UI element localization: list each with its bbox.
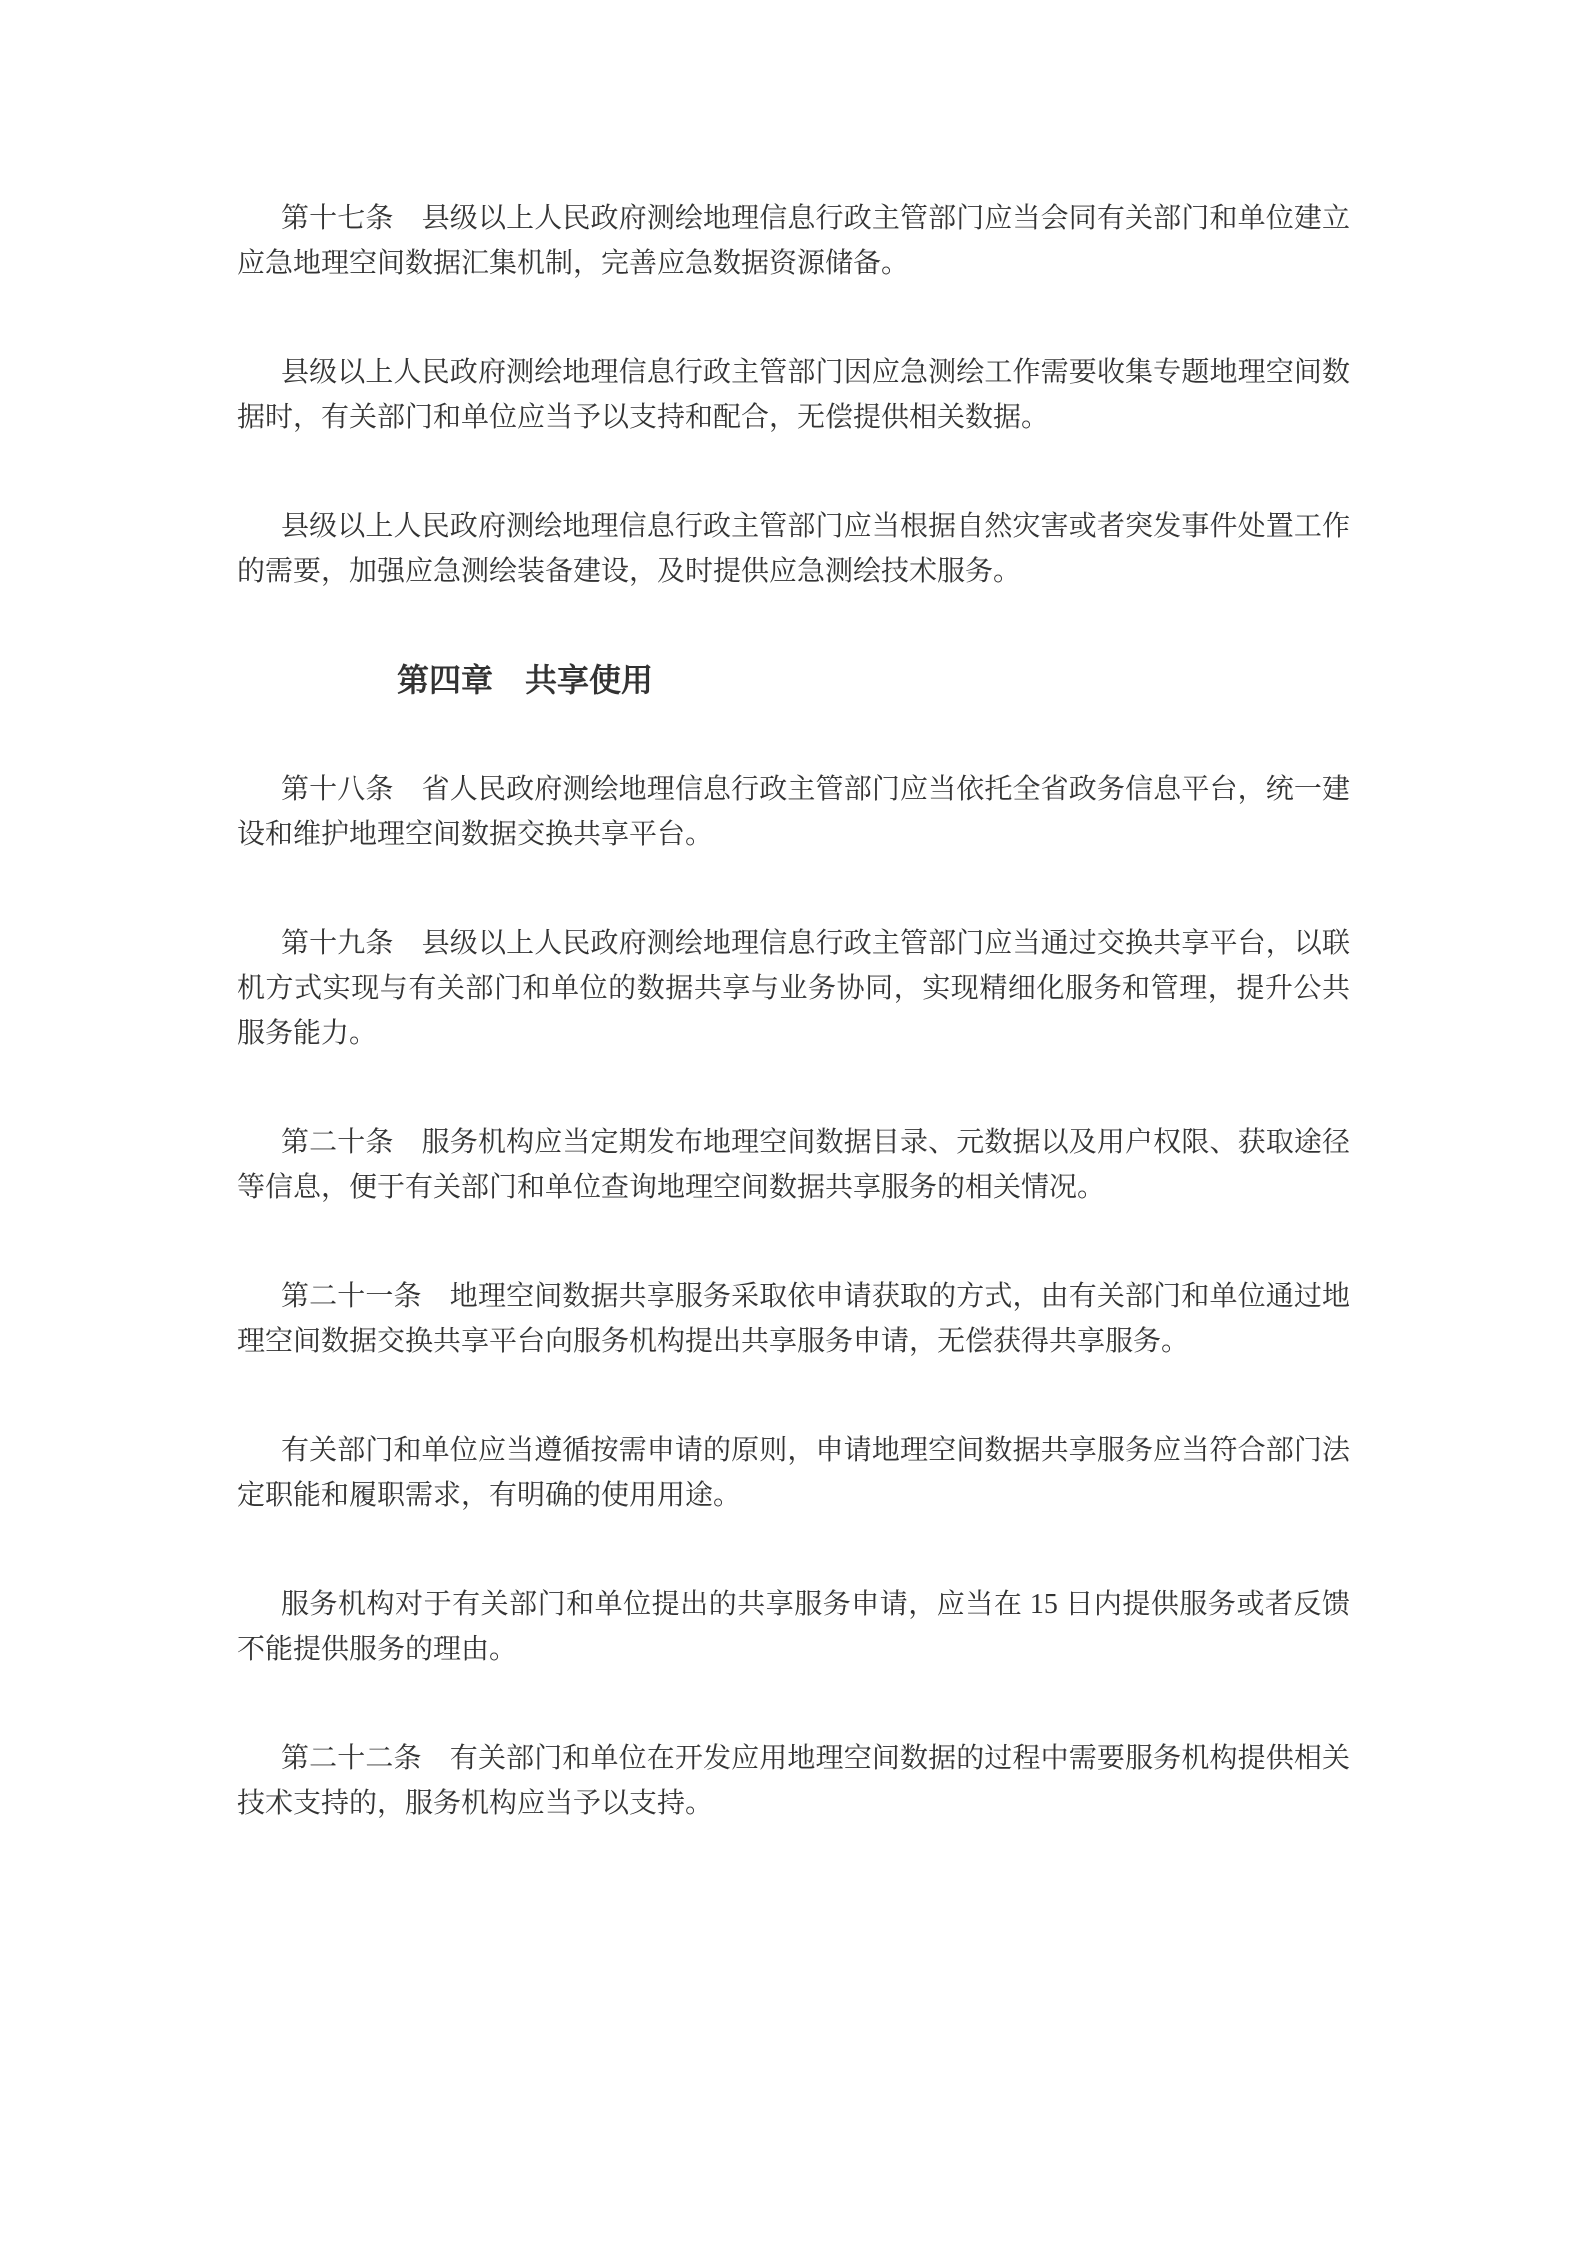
body-paragraph: 县级以上人民政府测绘地理信息行政主管部门因应急测绘工作需要收集专题地理空间数据时，有关部门和单位应当予以支持和配合，无偿提供相关数据。 xyxy=(237,357,1350,433)
body-paragraph: 第二十二条 有关部门和单位在开发应用地理空间数据的过程中需要服务机构提供相关技术支持的，服务机构应当予以支持。 xyxy=(237,1743,1350,1819)
body-paragraph: 第十七条 县级以上人民政府测绘地理信息行政主管部门应当会同有关部门和单位建立应急地理空间数据汇集机制，完善应急数据资源储备。 xyxy=(237,203,1350,279)
body-paragraph: 第二十一条 地理空间数据共享服务采取依申请获取的方式，由有关部门和单位通过地理空间数据交换共享平台向服务机构提出共享服务申请，无偿获得共享服务。 xyxy=(237,1281,1350,1357)
body-paragraph: 有关部门和单位应当遵循按需申请的原则，申请地理空间数据共享服务应当符合部门法定职能和履职需求，有明确的使用用途。 xyxy=(237,1435,1350,1511)
body-paragraph: 服务机构对于有关部门和单位提出的共享服务申请，应当在 15 日内提供服务或者反馈不能提供服务的理由。 xyxy=(237,1589,1350,1665)
body-paragraph: 第十九条 县级以上人民政府测绘地理信息行政主管部门应当通过交换共享平台，以联机方式实现与有关部门和单位的数据共享与业务协同，实现精细化服务和管理，提升公共服务能力。 xyxy=(237,928,1350,1049)
document-body xyxy=(237,196,1350,1826)
body-paragraph: 县级以上人民政府测绘地理信息行政主管部门应当根据自然灾害或者突发事件处置工作的需要，加强应急测绘装备建设，及时提供应急测绘技术服务。 xyxy=(237,511,1350,587)
body-paragraph: 第二十条 服务机构应当定期发布地理空间数据目录、元数据以及用户权限、获取途径等信息，便于有关部门和单位查询地理空间数据共享服务的相关情况。 xyxy=(237,1127,1350,1203)
body-paragraph: 第十八条 省人民政府测绘地理信息行政主管部门应当依托全省政务信息平台，统一建设和维护地理空间数据交换共享平台。 xyxy=(237,774,1350,850)
chapter-heading: 第四章 共享使用 xyxy=(397,662,654,698)
